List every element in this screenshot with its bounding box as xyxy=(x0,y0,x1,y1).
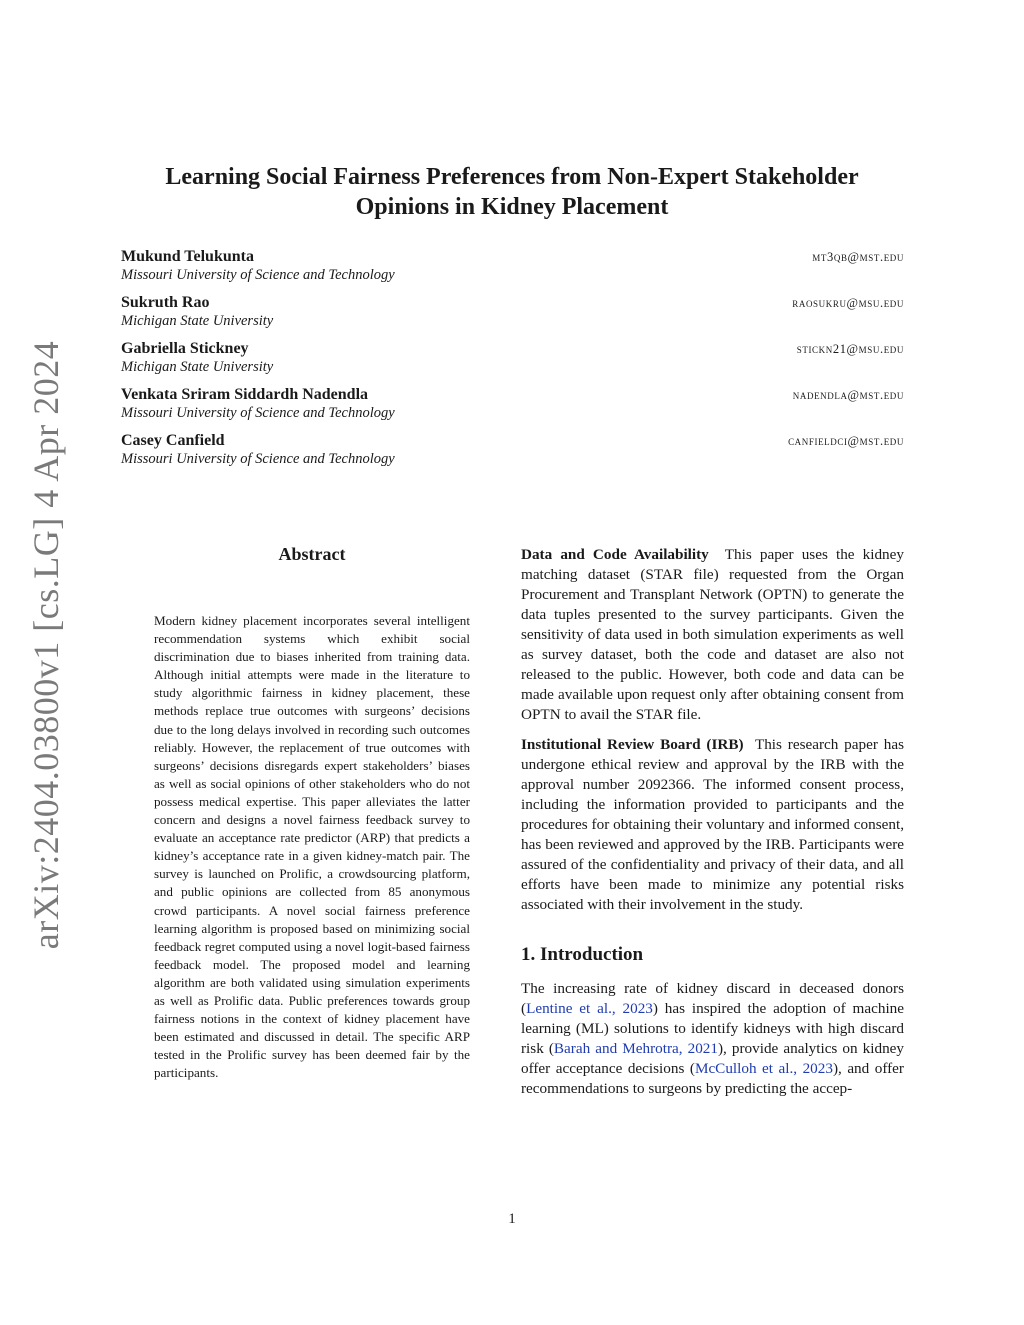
irb-text: This research paper has undergone ethical review and approval by the IRB with the approval number 2092366. The informed consent process, including the information provided to participants and the procedures for obtaining their voluntary and informed consent, has been reviewed and approved by the IRB. Participants were assured of the confidentiality and privacy of their data, and all efforts have been made to minimize any potential risks associated with their involvement in the study. xyxy=(521,736,904,913)
author-entry xyxy=(121,386,904,432)
author-entry xyxy=(121,294,904,340)
author-affiliation: Missouri University of Science and Technology xyxy=(121,451,395,467)
author-entry xyxy=(121,340,904,386)
data-availability-heading: Data and Code Availability xyxy=(521,546,709,563)
author-email[interactable]: nadendla@mst.edu xyxy=(792,388,904,402)
abstract-body: Modern kidney placement incorporates several intelligent recommendation systems which exhibit social discrimination due to biases inherited from training data. Although initial attempts were made in the literature to study algorithmic fairness in kidney placement, these methods replace true outcomes with surgeons’ decisions due to the long delays involved in recording such outcomes reliably. However, the replacement of true outcomes with surgeons’ decisions disregards expert stakeholders’ biases as well as social opinions of other stakeholders who do not possess medical expertise. This paper alleviates the latter concern and designs a novel fairness feedback survey to evaluate an acceptance rate predictor (ARP) that predicts a kidney’s acceptance rate in a given kidney-match pair. The survey is launched on Prolific, a crowdsourcing platform, and public opinions are collected from 85 anonymous crowd participants. A novel social fairness preference learning algorithm is proposed based on minimizing social feedback regret computed using a novel logit-based fairness feedback model. The proposed model and learning algorithm are both validated using simulation experiments as well as Prolific data. Public preferences towards group fairness notions in the context of kidney placement have been estimated and discussed in detail. The specific ARP tested in the Prolific survey has been deemed fair by the participants. xyxy=(154,613,470,1081)
author-email[interactable]: stickn21@msu.edu xyxy=(796,342,904,356)
author-email[interactable]: canfieldci@mst.edu xyxy=(788,434,904,448)
arxiv-stamp xyxy=(26,340,66,950)
author-affiliation: Michigan State University xyxy=(121,359,274,375)
author-entry xyxy=(121,432,904,478)
author-email[interactable]: mt3qb@mst.edu xyxy=(812,250,904,264)
page-number: 1 xyxy=(508,1211,516,1227)
intro-text: ), provide analytics on kidney offer acceptance decisions ( xyxy=(521,1040,904,1077)
author-name: Mukund Telukunta xyxy=(121,248,254,265)
author-affiliation: Missouri University of Science and Technology xyxy=(121,405,395,421)
introduction-paragraph xyxy=(521,979,904,1099)
intro-text: ) has inspired the adoption of machine learning (ML) solutions to identify kidneys with high discard risk ( xyxy=(521,1000,905,1057)
section-heading-introduction: 1. Introduction xyxy=(521,944,644,965)
citation-link[interactable]: Barah and Mehrotra, 2021 xyxy=(553,1040,718,1057)
intro-text: The increasing rate of kidney discard in deceased donors ( xyxy=(521,980,904,1017)
arxiv-stamp-text: arXiv:2404.03800v1 [cs.LG] 4 Apr 2024 xyxy=(26,340,66,950)
abstract-heading: Abstract xyxy=(278,544,346,564)
author-entry xyxy=(121,248,904,294)
author-list xyxy=(121,248,904,478)
author-name: Casey Canfield xyxy=(121,432,225,449)
citation-link[interactable]: McCulloh et al., 2023 xyxy=(694,1060,833,1077)
author-affiliation: Michigan State University xyxy=(121,313,274,329)
author-name: Sukruth Rao xyxy=(121,294,210,311)
paper-title: Learning Social Fairness Preferences from Non-Expert Stakeholder Opinions in Kidney Placement xyxy=(165,164,859,220)
author-name: Gabriella Stickney xyxy=(121,340,249,357)
citation-link[interactable]: Lentine et al., 2023 xyxy=(526,1000,653,1017)
author-affiliation: Missouri University of Science and Technology xyxy=(121,267,395,283)
intro-text: ), and offer recommendations to surgeons by predicting the accep- xyxy=(521,1060,904,1097)
irb-paragraph xyxy=(521,735,904,915)
data-availability-paragraph xyxy=(521,545,904,725)
author-email[interactable]: raosukru@msu.edu xyxy=(792,296,904,310)
irb-heading: Institutional Review Board (IRB) xyxy=(521,736,744,753)
data-availability-text: This paper uses the kidney matching dataset (STAR file) requested from the Organ Procurement and Transplant Network (OPTN) to generate the data tuples presented to the survey participants. Given the sensitivity of data used in both simulation experiments as well as survey dataset, both the code and dataset are also not released to the public. However, both code and data can be made available upon request only after obtaining consent from OPTN to avail the STAR file. xyxy=(521,546,904,723)
author-name: Venkata Sriram Siddardh Nadendla xyxy=(121,386,369,403)
right-column xyxy=(521,545,904,1109)
